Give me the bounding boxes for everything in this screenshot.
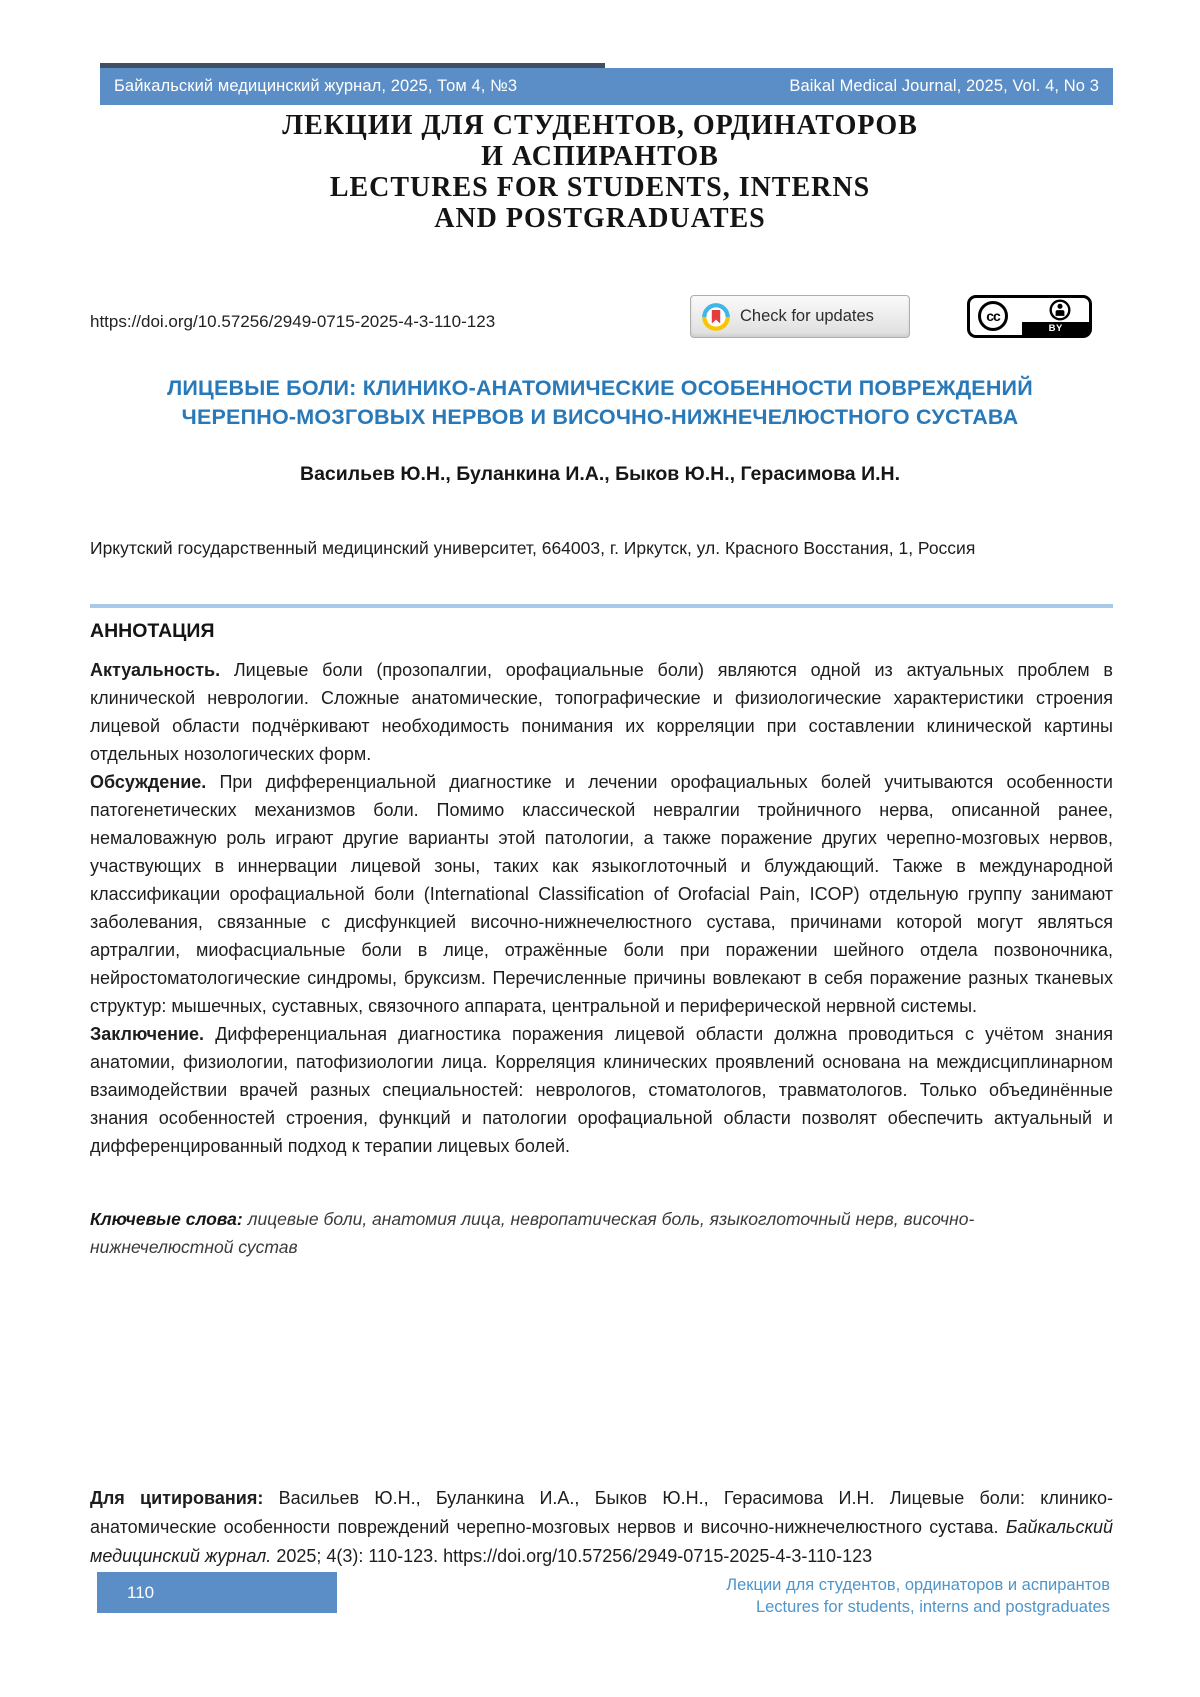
cc-person-icon: [1049, 299, 1071, 321]
abstract-paragraph-relevance: [90, 656, 1113, 768]
cc-by-license-badge[interactable]: [967, 295, 1092, 338]
abstract-heading: АННОТАЦИЯ: [90, 620, 215, 642]
paragraph-label: Заключение.: [90, 1024, 205, 1044]
citation-block: [90, 1484, 1113, 1571]
check-for-updates-button[interactable]: [690, 295, 910, 338]
keywords-text: лицевые боли, анатомия лица, невропатическая боль, языкоглоточный нерв, височно-нижнечелюстной сустав: [90, 1209, 975, 1257]
paragraph-label: Актуальность.: [90, 660, 221, 680]
paragraph-text: Лицевые боли (прозопалгии, орофациальные боли) являются одной из актуальных проблем в клинической неврологии. Сложные анатомические, топографические и физиологические характеристики строения лицевой области подчёркивают необходимость понимания их корреляции при составлении клинической картины отдельных нозологических форм.: [90, 660, 1113, 764]
section-heading: [0, 110, 1200, 234]
footer-section-en: Lectures for students, interns and postgraduates: [755, 1598, 1110, 1616]
keywords-label: Ключевые слова:: [90, 1209, 243, 1229]
citation-tail: 2025; 4(3): 110-123. https://doi.org/10.57256/2949-0715-2025-4-3-110-123: [276, 1546, 873, 1566]
doi-link[interactable]: https://doi.org/10.57256/2949-0715-2025-4-3-110-123: [90, 312, 496, 331]
section-heading-line-ru-1: ЛЕКЦИИ ДЛЯ СТУДЕНТОВ, ОРДИНАТОРОВ: [282, 110, 918, 141]
page-number-badge: [97, 1572, 337, 1613]
citation-authors-title: Васильев Ю.Н., Буланкина И.А., Быков Ю.Н., Герасимова И.Н. Лицевые боли: клинико-анатомические особенности повреждений черепно-мозговых нервов и височно-нижнечелюстного сустава.: [90, 1488, 1113, 1537]
article-authors: Васильев Ю.Н., Буланкина И.А., Быков Ю.Н., Герасимова И.Н.: [299, 463, 900, 485]
paragraph-label: Обсуждение.: [90, 772, 207, 792]
check-for-updates-label: Check for updates: [740, 307, 874, 325]
citation-journal-name: Байкальский медицинский журнал.: [90, 1517, 1113, 1566]
paragraph-text: При дифференциальной диагностике и лечении орофациальных болей учитываются особенности патогенетических механизмов боли. Помимо классической невралгии тройничного нерва, описанной ранее, немаловажную роль играют другие варианты этой патологии, а также поражение других черепно-мозговых нервов, участвующих в иннервации лицевой зоны, таких как языкоглоточный и блуждающий. Также в международной классификации орофациальной боли (International Classification of Orofacial Pain, ICOP) отдельную группу занимают заболевания, связанные с дисфункцией височно-нижнечелюстного сустава, причинами которой могут являться артралгии, миофасциальные боли в лице, отражённые боли при поражении шейного отдела позвоночника, нейростоматологические синдромы, бруксизм. Перечисленные причины вовлекают в себя поражение разных тканевых структур: мышечных, суставных, связочного аппарата, центральной и периферической нервной системы.: [90, 772, 1113, 1016]
abstract-divider-rule: [90, 604, 1113, 608]
citation-label: Для цитирования:: [90, 1488, 264, 1508]
footer-section-label: [410, 1574, 1110, 1618]
keywords-block: [90, 1205, 1113, 1261]
crossmark-icon: [701, 302, 731, 332]
footer-section-ru: Лекции для студентов, ординаторов и аспирантов: [726, 1576, 1110, 1594]
article-title-line-1: ЛИЦЕВЫЕ БОЛИ: КЛИНИКО-АНАТОМИЧЕСКИЕ ОСОБЕННОСТИ ПОВРЕЖДЕНИЙ: [167, 376, 1033, 400]
section-heading-line-en-1: LECTURES FOR STUDENTS, INTERNS: [329, 172, 871, 203]
article-affiliation: Иркутский государственный медицинский университет, 664003, г. Иркутск, ул. Красного Восстания, 1, Россия: [90, 538, 976, 558]
cc-by-label: BY: [1022, 322, 1089, 335]
journal-name-ru: Байкальский медицинский журнал, 2025, Том 4, №3: [114, 77, 518, 95]
page-number: 110: [127, 1582, 155, 1602]
paragraph-text: Дифференциальная диагностика поражения лицевой области должна проводиться с учётом знания анатомии, физиологии, патофизиологии лица. Корреляция клинических проявлений основана на междисциплинарном взаимодействии врачей разных специальностей: неврологов, стоматологов, травматологов. Только объединённые знания особенностей строения, функций и патологии орофациальной области позволят обеспечить актуальный и дифференцированный подход к терапии лицевых болей.: [90, 1024, 1113, 1156]
article-title-line-2: ЧЕРЕПНО-МОЗГОВЫХ НЕРВОВ И ВИСОЧНО-НИЖНЕЧЕЛЮСТНОГО СУСТАВА: [181, 405, 1019, 429]
journal-header-bar: [100, 68, 1113, 105]
journal-name-en: Baikal Medical Journal, 2025, Vol. 4, No 3: [789, 77, 1099, 95]
article-title: [0, 374, 1200, 432]
section-heading-line-ru-2: И АСПИРАНТОВ: [481, 141, 719, 172]
abstract-text: [90, 656, 1113, 1160]
abstract-paragraph-discussion: [90, 768, 1113, 1020]
section-heading-line-en-2: AND POSTGRADUATES: [434, 203, 766, 234]
abstract-paragraph-conclusion: [90, 1020, 1113, 1160]
cc-logo-icon: cc: [978, 301, 1008, 331]
